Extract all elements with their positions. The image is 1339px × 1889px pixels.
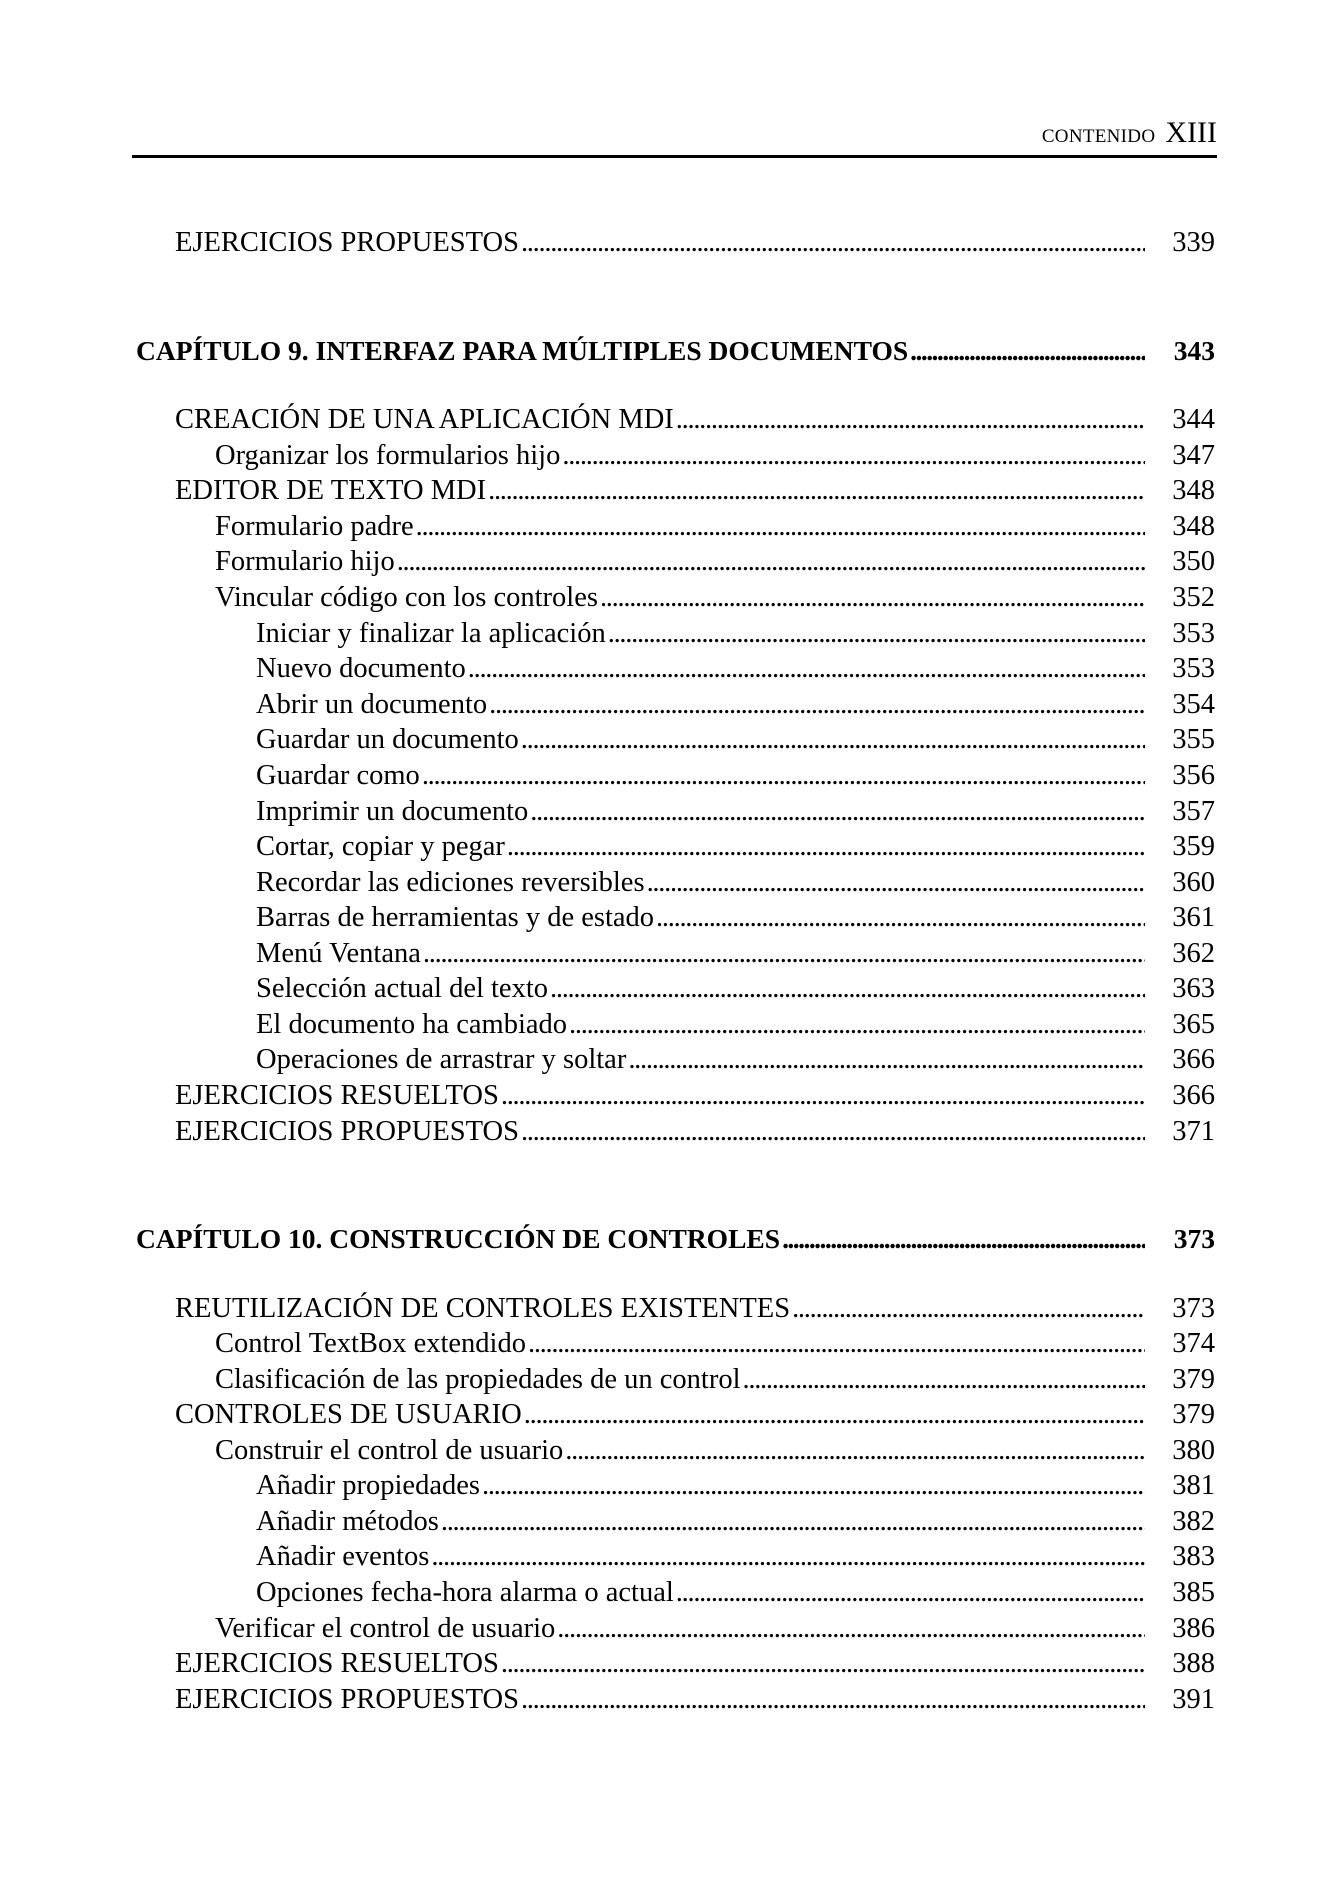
toc-entry-title: Nuevo documento xyxy=(256,653,466,684)
toc-entry xyxy=(256,1008,1215,1042)
toc-entry xyxy=(175,403,1215,437)
toc-entry-title: Menú Ventana xyxy=(256,938,421,969)
toc-entry-title: Guardar como xyxy=(256,760,420,791)
toc-entry-page: 366 xyxy=(1172,1044,1215,1075)
dot-leader xyxy=(676,1576,1145,1610)
dot-leader xyxy=(550,972,1145,1006)
dot-leader xyxy=(557,1612,1145,1646)
toc-entry-title: Clasificación de las propiedades de un control xyxy=(215,1364,741,1395)
toc-entry-page: 391 xyxy=(1172,1684,1215,1715)
toc-entry-title: CONTROLES DE USUARIO xyxy=(175,1399,522,1430)
dot-leader xyxy=(423,937,1145,971)
dot-leader xyxy=(489,688,1145,722)
toc-entry xyxy=(256,937,1215,971)
dot-leader xyxy=(431,1540,1145,1574)
toc-entry xyxy=(175,1683,1215,1717)
toc-entry xyxy=(215,510,1215,544)
toc-entry-page: 388 xyxy=(1172,1648,1215,1679)
toc-entry-title: Abrir un documento xyxy=(256,689,488,720)
toc-entry xyxy=(256,972,1215,1006)
toc-entry-page: 373 xyxy=(1173,1223,1215,1254)
running-head-page-number: XIII xyxy=(1165,116,1217,149)
toc-entry-title: Recordar las ediciones reversibles xyxy=(256,867,645,898)
toc-entry-page: 379 xyxy=(1172,1399,1215,1430)
toc-entry-page: 356 xyxy=(1172,760,1215,791)
toc-entry-title: Añadir eventos xyxy=(256,1541,430,1572)
toc-entry-page: 359 xyxy=(1172,831,1215,862)
dot-leader xyxy=(422,759,1145,793)
toc-entry xyxy=(175,1647,1215,1681)
dot-leader xyxy=(782,1222,1145,1256)
toc-entry-page: 353 xyxy=(1172,653,1215,684)
toc-entry xyxy=(256,795,1215,829)
toc-entry-page: 357 xyxy=(1172,796,1215,827)
dot-leader xyxy=(482,1469,1145,1503)
toc-entry-title: Formulario padre xyxy=(215,511,414,542)
dot-leader xyxy=(521,723,1145,757)
dot-leader xyxy=(910,334,1145,368)
toc-entry-title: Iniciar y finalizar la aplicación xyxy=(256,618,606,649)
toc-entry-page: 386 xyxy=(1172,1613,1215,1644)
dot-leader xyxy=(501,1079,1145,1113)
toc-entry-title: CAPÍTULO 9. INTERFAZ PARA MÚLTIPLES DOCUMENTOS xyxy=(136,335,909,366)
toc-entry-page: 350 xyxy=(1172,546,1215,577)
toc-entry xyxy=(256,1043,1215,1077)
dot-leader xyxy=(507,830,1145,864)
dot-leader xyxy=(441,1505,1145,1539)
toc-entry-page: 385 xyxy=(1172,1577,1215,1608)
toc-entry-page: 339 xyxy=(1172,227,1215,258)
toc-entry-title: EJERCICIOS RESUELTOS xyxy=(175,1080,499,1111)
toc-entry-title: Opciones fecha-hora alarma o actual xyxy=(256,1577,674,1608)
toc-entry xyxy=(256,759,1215,793)
dot-leader xyxy=(600,581,1145,615)
toc-entry-page: 382 xyxy=(1172,1506,1215,1537)
dot-leader xyxy=(468,652,1145,686)
toc-entry xyxy=(215,1363,1215,1397)
toc-entry xyxy=(215,581,1215,615)
toc-entry-page: 347 xyxy=(1172,440,1215,471)
toc-entry xyxy=(215,439,1215,473)
toc-entry-title: Añadir métodos xyxy=(256,1506,439,1537)
toc-entry-page: 374 xyxy=(1172,1328,1215,1359)
toc-entry-title: Cortar, copiar y pegar xyxy=(256,831,505,862)
toc-entry-page: 365 xyxy=(1172,1009,1215,1040)
toc-entry-title: EJERCICIOS PROPUESTOS xyxy=(175,227,519,258)
toc-entry-page: 344 xyxy=(1172,404,1215,435)
toc-entry-page: 380 xyxy=(1172,1435,1215,1466)
dot-leader xyxy=(397,545,1145,579)
dot-leader xyxy=(501,1647,1145,1681)
toc-entry-title: Guardar un documento xyxy=(256,724,519,755)
dot-leader xyxy=(416,510,1145,544)
toc-entry-page: 362 xyxy=(1172,938,1215,969)
toc-entry-title: Selección actual del texto xyxy=(256,973,548,1004)
toc-entry-title: CREACIÓN DE UNA APLICACIÓN MDI xyxy=(175,404,674,435)
toc-entry-title: Verificar el control de usuario xyxy=(215,1613,556,1644)
dot-leader xyxy=(569,1008,1145,1042)
toc-entry xyxy=(175,1398,1215,1432)
toc-entry-page: 363 xyxy=(1172,973,1215,1004)
toc-entry xyxy=(175,1292,1215,1326)
dot-leader xyxy=(656,901,1145,935)
toc-entry-title: Formulario hijo xyxy=(215,546,395,577)
toc-entry-title: EDITOR DE TEXTO MDI xyxy=(175,475,487,506)
toc-entry xyxy=(215,1327,1215,1361)
dot-leader xyxy=(647,866,1145,900)
toc-entry xyxy=(215,1612,1215,1646)
toc-entry xyxy=(256,1540,1215,1574)
toc-chapter-entry xyxy=(136,1222,1215,1256)
dot-leader xyxy=(488,474,1145,508)
toc-entry xyxy=(215,1434,1215,1468)
toc-entry-title: EJERCICIOS PROPUESTOS xyxy=(175,1116,519,1147)
toc-entry-page: 352 xyxy=(1172,582,1215,613)
toc-entry-title: EJERCICIOS RESUELTOS xyxy=(175,1648,499,1679)
toc-entry xyxy=(256,652,1215,686)
toc-entry xyxy=(256,901,1215,935)
toc-entry xyxy=(256,830,1215,864)
toc-entry xyxy=(256,1576,1215,1610)
toc-entry xyxy=(175,1079,1215,1113)
toc-entry-title: Añadir propiedades xyxy=(256,1470,480,1501)
toc-entry-page: 373 xyxy=(1172,1293,1215,1324)
toc-entry-page: 381 xyxy=(1172,1470,1215,1501)
running-head-section: CONTENIDO xyxy=(1041,126,1156,147)
toc-entry-page: 383 xyxy=(1172,1541,1215,1572)
dot-leader xyxy=(628,1043,1145,1077)
toc-entry xyxy=(175,226,1215,260)
toc-entry-title: Operaciones de arrastrar y soltar xyxy=(256,1044,627,1075)
toc-entry xyxy=(256,723,1215,757)
dot-leader xyxy=(676,403,1145,437)
toc-entry-page: 360 xyxy=(1172,867,1215,898)
toc-entry xyxy=(256,866,1215,900)
toc-entry-page: 354 xyxy=(1172,689,1215,720)
dot-leader xyxy=(530,795,1145,829)
toc-entry-page: 348 xyxy=(1172,475,1215,506)
toc-entry xyxy=(256,1469,1215,1503)
dot-leader xyxy=(565,1434,1145,1468)
toc-entry-page: 353 xyxy=(1172,618,1215,649)
toc-entry-page: 355 xyxy=(1172,724,1215,755)
dot-leader xyxy=(521,1115,1145,1149)
dot-leader xyxy=(521,1683,1145,1717)
dot-leader xyxy=(521,226,1145,260)
dot-leader xyxy=(524,1398,1145,1432)
toc-chapter-entry xyxy=(136,334,1215,368)
dot-leader xyxy=(792,1292,1145,1326)
toc-entry-page: 379 xyxy=(1172,1364,1215,1395)
toc-entry xyxy=(175,474,1215,508)
toc-entry-title: REUTILIZACIÓN DE CONTROLES EXISTENTES xyxy=(175,1293,791,1324)
toc-entry-title: EJERCICIOS PROPUESTOS xyxy=(175,1684,519,1715)
dot-leader xyxy=(528,1327,1145,1361)
toc-entry-page: 361 xyxy=(1172,902,1215,933)
toc-entry-title: El documento ha cambiado xyxy=(256,1009,568,1040)
toc-entry-title: CAPÍTULO 10. CONSTRUCCIÓN DE CONTROLES xyxy=(136,1223,781,1254)
toc-entry xyxy=(256,617,1215,651)
toc-entry xyxy=(215,545,1215,579)
dot-leader xyxy=(743,1363,1146,1397)
toc-entry-title: Organizar los formularios hijo xyxy=(215,440,561,471)
toc-entry-page: 343 xyxy=(1173,335,1215,366)
toc-entry xyxy=(256,1505,1215,1539)
dot-leader xyxy=(608,617,1145,651)
toc-entry-page: 371 xyxy=(1172,1116,1215,1147)
toc-entry xyxy=(175,1115,1215,1149)
toc-entry xyxy=(256,688,1215,722)
toc-entry-title: Construir el control de usuario xyxy=(215,1435,564,1466)
toc-entry-title: Control TextBox extendido xyxy=(215,1328,526,1359)
toc-entry-title: Imprimir un documento xyxy=(256,796,529,827)
toc-entry-page: 348 xyxy=(1172,511,1215,542)
toc-entry-title: Barras de herramientas y de estado xyxy=(256,902,655,933)
toc-entry-title: Vincular código con los controles xyxy=(215,582,598,613)
dot-leader xyxy=(562,439,1145,473)
toc-entry-page: 366 xyxy=(1172,1080,1215,1111)
